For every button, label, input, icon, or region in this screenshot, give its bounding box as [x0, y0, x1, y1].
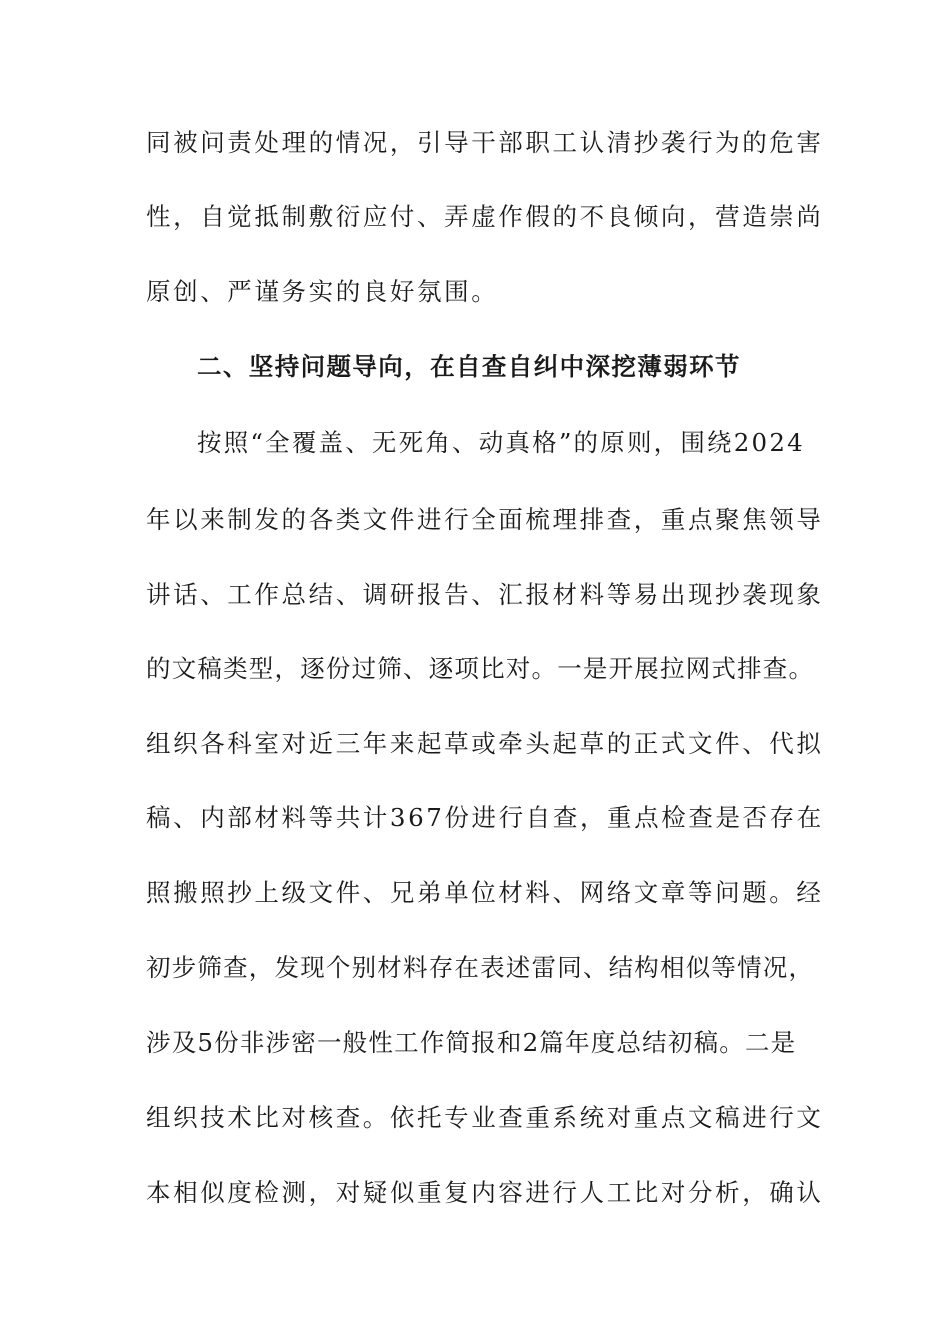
- paragraph-line: 组织各科室对近三年来起草或牵头起草的正式文件、代拟: [146, 729, 824, 758]
- paragraph-line: 年以来制发的各类文件进行全面梳理排查，重点聚焦领导: [146, 505, 824, 534]
- paragraph-line: 初步筛查，发现个别材料存在表述雷同、结构相似等情况，: [146, 953, 815, 982]
- paragraph-line: 原创、严谨务实的良好氛围。: [146, 277, 499, 306]
- paragraph-line: 的文稿类型，逐份过筛、逐项比对。一是开展拉网式排查。: [146, 654, 815, 683]
- paragraph-line: 性，自觉抵制敷衍应付、弄虚作假的不良倾向，营造崇尚: [146, 202, 824, 231]
- paragraph-line: 稿、内部材料等共计367份进行自查，重点检查是否存在: [146, 803, 824, 832]
- paragraph-line: 照搬照抄上级文件、兄弟单位材料、网络文章等问题。经: [146, 878, 824, 907]
- paragraph-line: 组织技术比对核查。依托专业查重系统对重点文稿进行文: [146, 1103, 824, 1132]
- section-heading: 二、坚持问题导向，在自查自纠中深挖薄弱环节: [197, 352, 741, 381]
- paragraph-line: 涉及5份非涉密一般性工作简报和2篇年度总结初稿。二是: [146, 1028, 797, 1057]
- paragraph-line: 讲话、工作总结、调研报告、汇报材料等易出现抄袭现象: [146, 580, 824, 609]
- paragraph-line: 本相似度检测，对疑似重复内容进行人工比对分析，确认: [146, 1178, 824, 1207]
- paragraph-line: 按照“全覆盖、无死角、动真格”的原则，围绕2024: [197, 428, 805, 457]
- paragraph-line: 同被问责处理的情况，引导干部职工认清抄袭行为的危害: [146, 128, 824, 157]
